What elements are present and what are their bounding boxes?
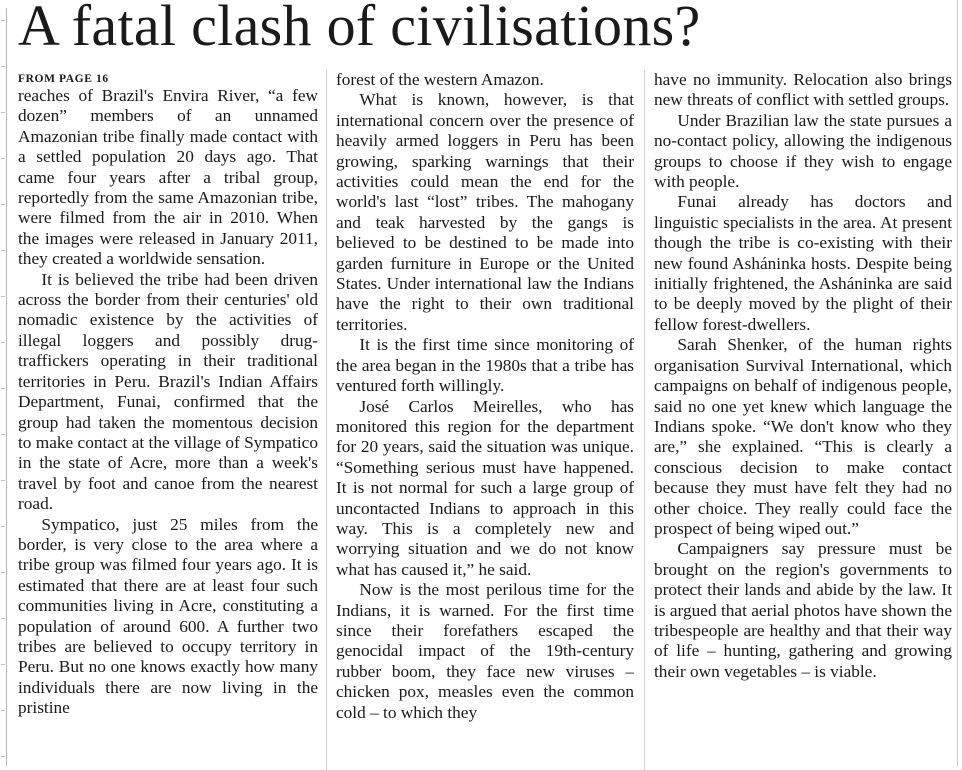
- article-column-3: [654, 70, 952, 770]
- right-margin-rule: [957, 0, 958, 766]
- article-column-2: [336, 70, 634, 770]
- paragraph: Funai already has doctors and linguistic specialists in the area. At present though the tribe is co-existing with their new found Asháninka hosts. Despite being initially frightened, the Asháninka are said to be deeply moved by the plight of their fellow forest-dwellers.: [654, 192, 952, 334]
- continuation-kicker: FROM PAGE 16: [18, 73, 109, 85]
- paragraph: have no immunity. Relocation also brings new threats of conflict with settled groups.: [654, 70, 952, 110]
- paragraph: Now is the most perilous time for the Indians, it is warned. For the first time since their forefathers escaped the genocidal impact of the 19th-century rubber boom, they face new viruses – chicken pox, measles even the common cold – to which they: [336, 580, 634, 722]
- column-divider: [326, 70, 327, 770]
- paragraph: It is believed the tribe had been driven across the border from their centuries' old nomadic existence by the activities of illegal loggers and possibly drug-traffickers operating in their traditional territories in Peru. Brazil's Indian Affairs Department, Funai, confirmed that the group had taken the momentous decision to make contact at the village of Sympatico in the state of Acre, more than a week's travel by foot and canoe from the nearest road.: [18, 269, 318, 514]
- paragraph: José Carlos Meirelles, who has monitored this region for the department for 20 years, said the situation was unique. “Something serious must have happened. It is not normal for such a large group of uncontacted Indians to approach in this way. This is a completely new and worrying situation and we do not know what has caused it,” he said.: [336, 396, 634, 579]
- paragraph: Sympatico, just 25 miles from the border, is very close to the area where a tribe group was filmed four years ago. It is estimated that there are at least four such communities living in Acre, constituting a population of around 600. A further two tribes are believed to occupy territory in Peru. But no one knows exactly how many individuals there are now living in the pristine: [18, 514, 318, 718]
- left-margin-ticks: [1, 20, 5, 760]
- article-column-1: [18, 70, 318, 770]
- paragraph: It is the first time since monitoring of the area began in the 1980s that a tribe has ventured forth willingly.: [336, 335, 634, 396]
- headline: A fatal clash of civilisations?: [18, 0, 701, 58]
- column-divider: [644, 70, 645, 770]
- paragraph: What is known, however, is that international concern over the presence of heavily armed loggers in Peru has been growing, sparking warnings that their activities could mean the end for the world's last “lost” tribes. The mahogany and teak harvested by the gangs is believed to be destined to be made into garden furniture in Europe or the United States. Under international law the Indians have the right to their own traditional territories.: [336, 90, 634, 334]
- left-margin-rule: [6, 8, 7, 766]
- paragraph: Under Brazilian law the state pursues a no-contact policy, allowing the indigenous groups to choose if they wish to engage with people.: [654, 110, 952, 192]
- paragraph: reaches of Brazil's Envira River, “a few dozen” members of an unnamed Amazonian tribe finally made contact with a settled population 20 days ago. That came four years after a tribal group, reportedly from the same Amazonian tribe, were filmed from the air in 2010. When the images were released in January 2011, they created a worldwide sensation.: [18, 86, 318, 269]
- paragraph: Campaigners say pressure must be brought on the region's governments to protect their lands and abide by the law. It is argued that aerial photos have shown the tribespeople are healthy and that their way of life – hunting, gathering and growing their own vegetables – is viable.: [654, 539, 952, 681]
- paragraph: forest of the western Amazon.: [336, 70, 544, 89]
- paragraph: Sarah Shenker, of the human rights organisation Survival International, which campaigns on behalf of indigenous people, said no one yet knew which language the Indians spoke. “We don't know who they are,” she explained. “This is clearly a conscious decision to make contact because they must have felt they had no other choice. They really could face the prospect of being wiped out.”: [654, 335, 952, 538]
